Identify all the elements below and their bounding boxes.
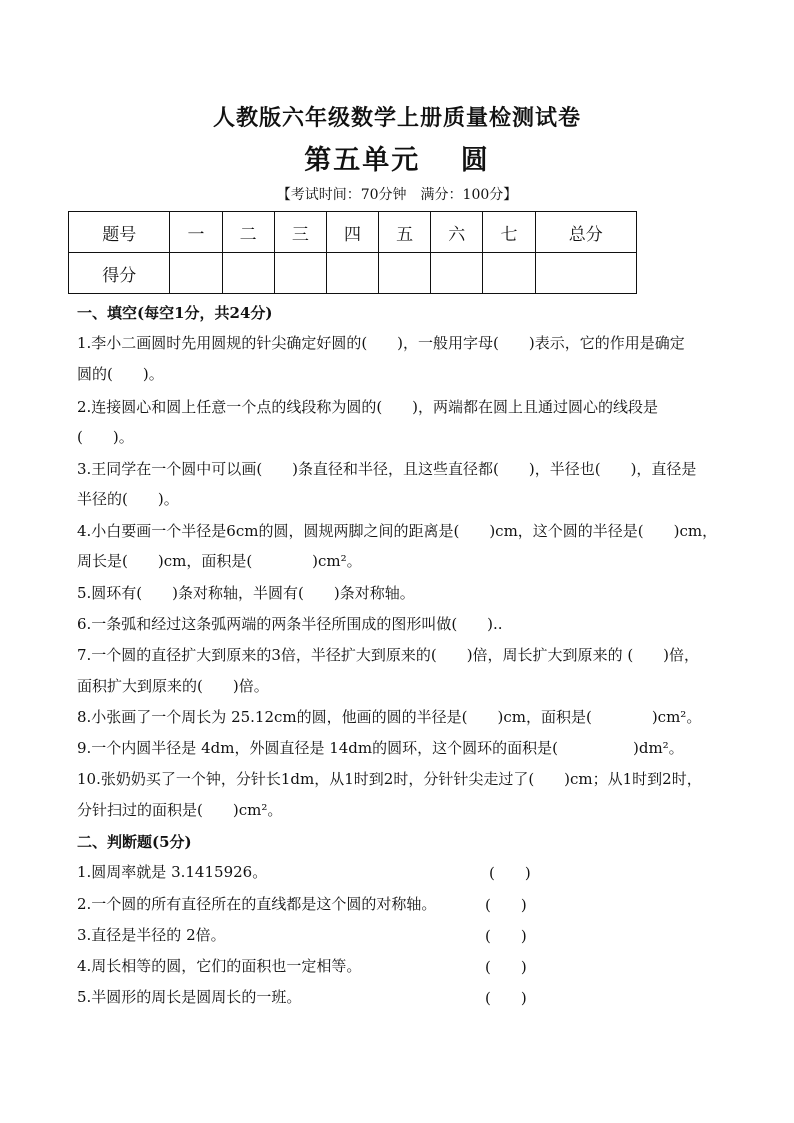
unit-title: 第五单元 圆	[304, 145, 490, 176]
judge-question-line: 1.圆周率就是 3.1415926。	[77, 863, 268, 881]
score-table-header-row	[69, 212, 637, 253]
score-cell-blank[interactable]	[379, 253, 431, 294]
fill-question-line: 2.连接圆心和圆上任意一个点的线段称为圆的( )，两端都在圆上且通过圆心的线段是	[77, 398, 659, 416]
score-row-label: 得分	[69, 253, 170, 294]
score-cell-header: 一	[170, 212, 222, 253]
score-cell-header: 五	[379, 212, 431, 253]
score-cell-header: 四	[326, 212, 378, 253]
judge-answer-paren[interactable]: ( )	[485, 927, 527, 945]
judge-answer-paren[interactable]: ( )	[485, 896, 527, 914]
fill-question-line: 面积扩大到原来的( )倍。	[77, 677, 269, 695]
fill-question-line: 7.一个圆的直径扩大到原来的3倍，半径扩大到原来的( )倍，周长扩大到原来的 ( )倍，	[77, 646, 700, 664]
score-cell-header: 七	[483, 212, 535, 253]
score-cell-blank[interactable]	[431, 253, 483, 294]
fill-question-line: 周长是( )cm，面积是( )cm²。	[77, 552, 362, 570]
score-cell-header: 三	[274, 212, 326, 253]
score-cell-blank[interactable]	[483, 253, 535, 294]
fill-question-line: 8.小张画了一个周长为 25.12cm的圆，他画的圆的半径是( )cm，面积是( )cm²。	[77, 708, 702, 726]
score-table	[68, 211, 637, 294]
fill-question-line: 4.小白要画一个半径是6cm的圆，圆规两脚之间的距离是( )cm，这个圆的半径是( )cm，	[77, 522, 718, 540]
score-cell-blank[interactable]	[535, 253, 636, 294]
judge-question-line: 3.直径是半径的 2倍。	[77, 926, 226, 944]
fill-question-line: 10.张奶奶买了一个钟，分针长1dm，从1时到2时，分针针尖走过了( )cm；从1时到2时，	[77, 770, 702, 788]
judge-answer-paren[interactable]: ( )	[489, 864, 531, 882]
judge-answer-paren[interactable]: ( )	[485, 989, 527, 1007]
judge-question-line: 4.周长相等的圆，它们的面积也一定相等。	[77, 957, 362, 975]
fill-question-line: 9.一个内圆半径是 4dm，外圆直径是 14dm的圆环，这个圆环的面积是( )dm²。	[77, 739, 684, 757]
fill-question-line: 圆的( )。	[77, 365, 164, 383]
score-cell-blank[interactable]	[170, 253, 222, 294]
fill-question-line: 5.圆环有( )条对称轴，半圆有( )条对称轴。	[77, 584, 415, 602]
score-cell-header: 六	[431, 212, 483, 253]
score-cell-header: 总分	[535, 212, 636, 253]
score-cell-blank[interactable]	[326, 253, 378, 294]
score-cell-blank[interactable]	[222, 253, 274, 294]
score-cell-blank[interactable]	[274, 253, 326, 294]
fill-question-line: 半径的( )。	[77, 490, 179, 508]
score-table-score-row	[69, 253, 637, 294]
judge-question-line: 2.一个圆的所有直径所在的直线都是这个圆的对称轴。	[77, 895, 437, 913]
score-cell-header: 二	[222, 212, 274, 253]
fill-question-line: ( )。	[77, 428, 134, 446]
exam-info: 【考试时间：70分钟 满分：100分】	[276, 187, 518, 203]
section2-heading: 二、判断题(5分)	[77, 833, 192, 851]
fill-question-line: 6.一条弧和经过这条弧两端的两条半径所围成的图形叫做( )..	[77, 615, 503, 633]
judge-answer-paren[interactable]: ( )	[485, 958, 527, 976]
judge-question-line: 5.半圆形的周长是圆周长的一班。	[77, 988, 302, 1006]
section1-heading: 一、填空(每空1分，共24分)	[77, 304, 273, 322]
fill-question-line: 3.王同学在一个圆中可以画( )条直径和半径，且这些直径都( )，半径也( )，直径是	[77, 460, 697, 478]
fill-question-line: 1.李小二画圆时先用圆规的针尖确定好圆的( )，一般用字母( )表示，它的作用是确定	[77, 334, 685, 352]
fill-question-line: 分针扫过的面积是( )cm²。	[77, 801, 283, 819]
score-cell-header: 题号	[69, 212, 170, 253]
exam-title: 人教版六年级数学上册质量检测试卷	[212, 105, 581, 131]
